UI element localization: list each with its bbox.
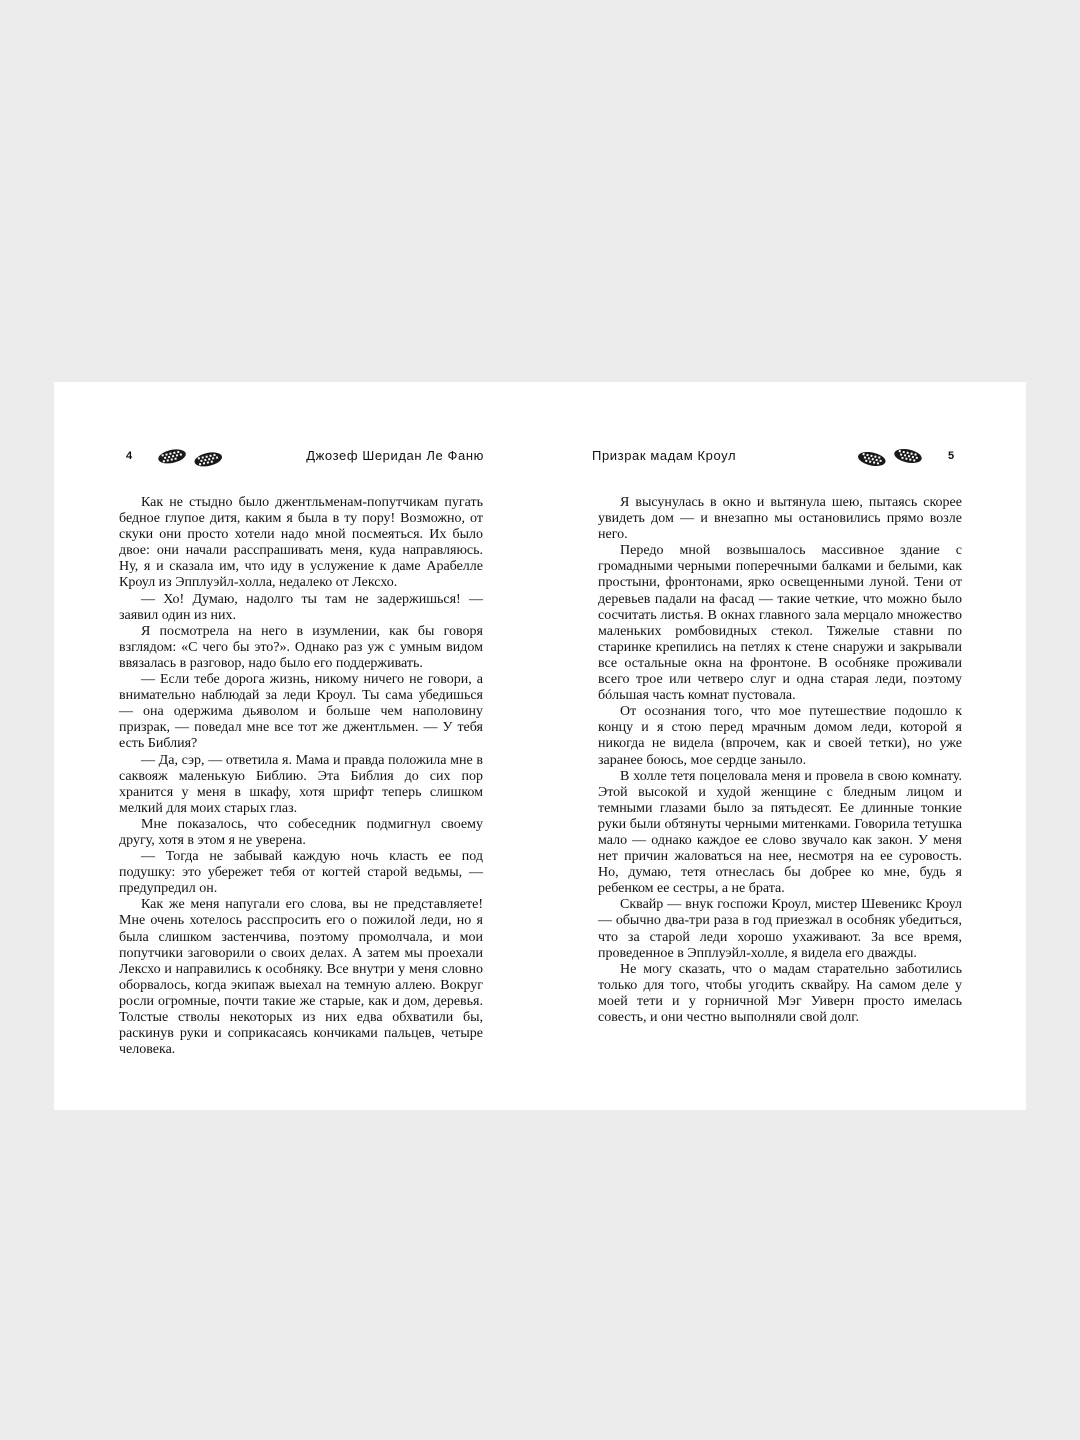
left-page-body <box>119 495 483 1058</box>
book-spread <box>54 382 1026 1110</box>
page-number: 4 <box>126 450 133 462</box>
paragraph: От осознания того, что мое путешествие подошло к концу и я стою перед мрачным домом леди, которой я никогда не видела (впрочем, как и своей тетки), но уже заранее боюсь, мое сердце заныло. <box>598 704 962 768</box>
paragraph: — Тогда не забывай каждую ночь класть ее под подушку: это убережет тебя от когтей старой ведьмы, — предупредил он. <box>119 849 483 897</box>
paragraph: Как не стыдно было джентльменам-попутчикам пугать бедное глупое дитя, каким я была в ту пору! Возможно, от скуки они просто хотели надо мной посмеяться. Их было двое: они начали расспрашивать меня, куда направляюсь. Ну, я и сказала им, что иду в услужение к даме Арабелле Кроул из Эпплуэйл-холла, недалеко от Лексхо. <box>119 495 483 591</box>
paragraph: — Если тебе дорога жизнь, никому ничего не говори, а внимательно наблюдай за леди Кроул. Ты сама убедишься — она одержима дьяволом и больше чем наполовину призрак, — поведал мне все тот же джентльмен. — У тебя есть Библия? <box>119 672 483 752</box>
right-page-body <box>598 495 962 1026</box>
paragraph: В холле тетя поцеловала меня и провела в свою комнату. Этой высокой и худой женщине с бледным лицом и темными глазами было за пятьдесят. Ее длинные тонкие руки были обтянуты черными митенками. Говорила тетушка мало — однако каждое ее слово звучало как закон. У меня нет причин жаловаться на нее, несмотря на ее суровость. Но, думаю, тетя отнеслась бы добрее ко мне, будь я ребенком ее сестры, а не брата. <box>598 768 962 897</box>
paragraph: — Хо! Думаю, надолго ты там не задержишься! — заявил один из них. <box>119 591 483 623</box>
paragraph: Не могу сказать, что о мадам старательно заботились только для того, чтобы угодить сквайру. На самом деле у моей тети и у горничной Мэг Уиверн просто имелась совесть, и они честно выполняли свой долг. <box>598 961 962 1025</box>
paragraph: Передо мной возвышалось массивное здание с громадными черными поперечными балками и белыми, как простыни, фронтонами, ярко освещенными луной. Тени от деревьев падали на фасад — такие четкие, что можно было сосчитать листья. В окнах главного зала мерцало множество маленьких ромбовидных стекол. Тяжелые ставни по старинке крепились на петлях к стене снаружи и закрывали все остальные окна на фронтоне. В особняке проживали всего трое или четверо слуг и одна старая леди, поэтому бóльшая часть комнат пустовала. <box>598 543 962 704</box>
paragraph: Я посмотрела на него в изумлении, как бы говоря взглядом: «С чего бы это?». Однако раз уж с умным видом ввязалась в разговор, надо было его поддерживать. <box>119 623 483 671</box>
paragraph: — Да, сэр, — ответила я. Мама и правда положила мне в саквояж маленькую Библию. Эта Библия до сих пор хранится у меня в шкафу, хотя шрифт теперь слишком мелкий для моих старых глаз. <box>119 752 483 816</box>
left-page <box>54 382 540 1110</box>
running-head-title: Призрак мадам Кроул <box>592 448 737 463</box>
paragraph: Мне показалось, что собеседник подмигнул своему другу, хотя в этом я не уверена. <box>119 816 483 848</box>
paragraph: Я высунулась в окно и вытянула шею, пытаясь скорее увидеть дом — и внезапно мы остановились прямо возле него. <box>598 495 962 543</box>
paragraph: Сквайр — внук госпожи Кроул, мистер Шевеникс Кроул — обычно два-три раза в год приезжал в особняк убедиться, что за старой леди хорошо ухаживают. За все время, проведенное в Эпплуэйл-холле, я видела его дважды. <box>598 897 962 961</box>
footprints-icon <box>154 444 228 468</box>
running-head-author: Джозеф Шеридан Ле Фаню <box>306 448 484 463</box>
paragraph: Как же меня напугали его слова, вы не представляете! Мне очень хотелось расспросить его о пожилой леди, но я была слишком застенчива, поэтому промолчала, и мои попутчики заговорили о своих делах. А затем мы проехали Лексхо и направились к особняку. Все внутри у меня словно оборвалось, когда экипаж выехал на темную аллею. Вокруг росли огромные, почти такие же старые, как и дом, деревья. Толстые стволы некоторых из них едва обхватили бы, раскинув руки и соприкасаясь кончиками пальцев, четыре человека. <box>119 897 483 1058</box>
footprints-icon <box>852 444 926 468</box>
right-page <box>540 382 1026 1110</box>
page-number: 5 <box>948 450 955 462</box>
